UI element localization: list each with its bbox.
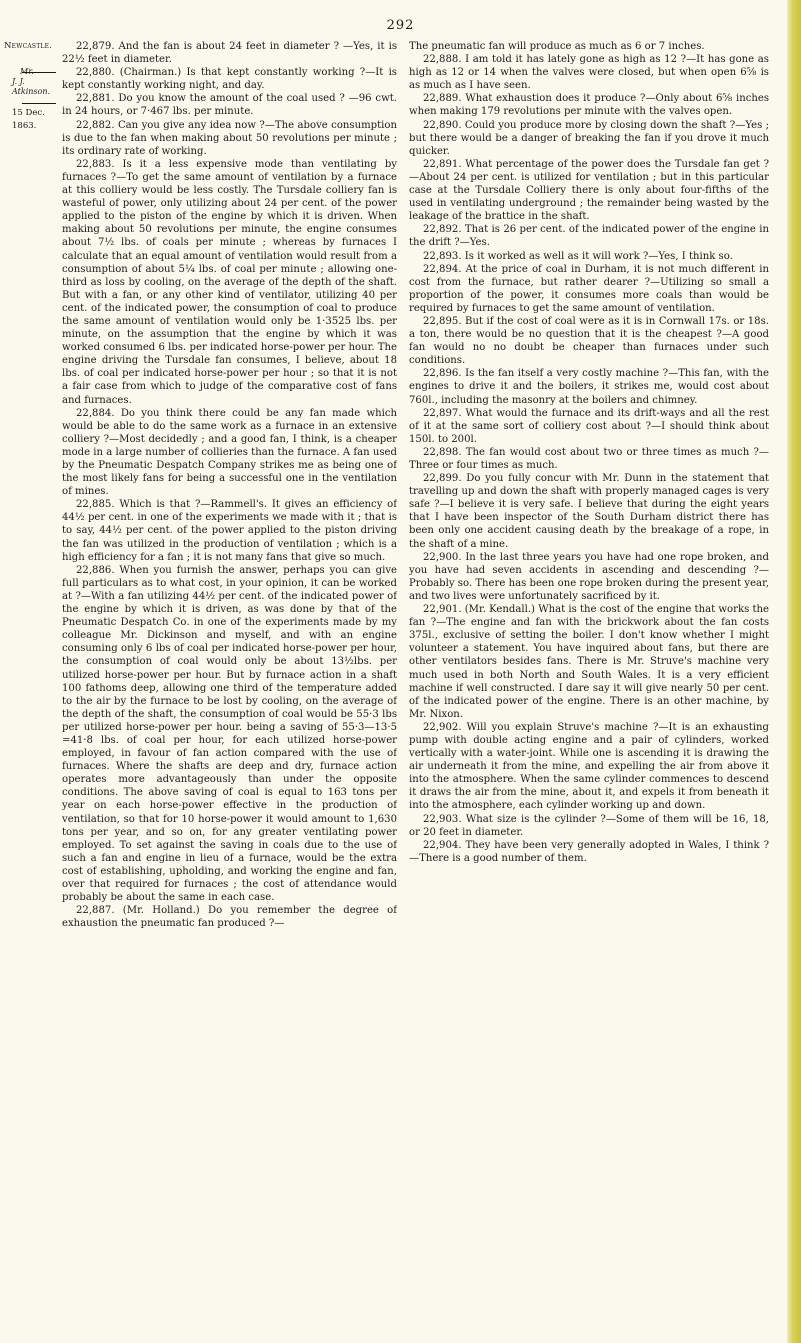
paragraph: 22,882. Can you give any idea now ?—The above consumption is due to the fan when making about 50 revolutions per minute ; its ordinary rate of working. <box>62 119 397 157</box>
paragraph: 22,888. I am told it has lately gone as high as 12 ?—It has gone as high as 12 or 14 when the valves were closed, but when open 6⅝ is as much as I have seen. <box>409 54 769 92</box>
paragraph: 22,887. (Mr. Holland.) Do you remember the degree of exhaustion the pneumatic fan produced ?— <box>62 905 397 930</box>
paragraph: 22,897. What would the furnace and its drift-ways and all the rest of it at the same sort of colliery cost about ?—I should think about 150l. to 200l. <box>409 407 769 445</box>
paragraph: 22,894. At the price of coal in Durham, it is not much different in cost from the furnace, but rather dearer ?—Utilizing so small a proportion of the power, it consumes more coals than would be required by furnaces to get the same amount of ventilation. <box>409 263 769 314</box>
right-column <box>409 40 769 1332</box>
paragraph: 22,885. Which is that ?—Rammell's. It gives an efficiency of 44½ per cent. in one of the experiments we made with it ; that is to say, 44½ per cent. of the power applied to the piston driving the fan was utilized in the production of ventilation ; which is a high efficiency for a fan ; it is not many fans that give so much. <box>62 499 397 563</box>
margin-date: 15 Dec. 1863. <box>12 108 45 131</box>
margin-witness-name: J. J. Atkinson. <box>12 77 51 96</box>
paragraph: The pneumatic fan will produce as much as 6 or 7 inches. <box>409 41 705 52</box>
paragraph: 22,880. (Chairman.) Is that kept constantly working ?—It is kept constantly working night, and day. <box>62 67 397 92</box>
paragraph: 22,879. And the fan is about 24 feet in diameter ? —Yes, it is 22½ feet in diameter. <box>62 41 397 66</box>
paragraph: 22,902. Will you explain Struve's machine ?—It is an exhausting pump with double acting engine and a pair of cylinders, worked vertically with a water-joint. While one is ascending it is drawing the air underneath it from the mine, and expelling the air from above it into the atmosphere. When the same cylinder commences to descend it draws the air from the mine, about it, and expels it from beneath it into the atmosphere, each cylinder working up and down. <box>409 721 769 812</box>
paragraph: 22,898. The fan would cost about two or three times as much ?—Three or four times as much. <box>409 446 769 471</box>
left-column <box>62 40 397 1332</box>
page-edge <box>787 0 801 1343</box>
paragraph: 22,903. What size is the cylinder ?—Some of them will be 16, 18, or 20 feet in diameter. <box>409 813 769 838</box>
margin-rule-bottom <box>22 103 56 104</box>
paragraph: 22,901. (Mr. Kendall.) What is the cost of the engine that works the fan ?—The engine and fan with the brickwork about the fan costs 375l., exclusive of setting the boiler. I don't know whether I might volunteer a statement. You have inquired about fans, but there are other ventilators besides fans. There is Mr. Struve's machine very much used in both North and South Wales. It is a very efficient machine if well constructed. I dare say it will give nearly 50 per cent. of the indicated power of the engine. There is an other machine, by Mr. Nixon. <box>409 604 769 720</box>
paragraph: 22,890. Could you produce more by closing down the shaft ?—Yes ; but there would be a danger of breaking the fan if you drove it much quicker. <box>409 119 769 157</box>
margin-notes <box>4 40 56 133</box>
page-number: 292 <box>386 18 415 33</box>
paragraph: 22,899. Do you fully concur with Mr. Dunn in the statement that travelling up and down the shaft with properly managed cages is very safe ?—I believe it is very safe. I believe that during the eight years that I have been inspector of the South Durham district there has been only one accident causing death by the breakage of a rope, in the shaft of a mine. <box>409 473 769 550</box>
paragraph: 22,881. Do you know the amount of the coal used ? —96 cwt. in 24 hours, or 7·467 lbs. per minute. <box>62 93 397 118</box>
margin-rule-top <box>22 72 56 73</box>
paragraph: 22,904. They have been very generally adopted in Wales, I think ?—There is a good number of them. <box>409 839 769 864</box>
paragraph: 22,886. When you furnish the answer, perhaps you can give full particulars as to what cost, in your opinion, it can be worked at ?—With a fan utilizing 44½ per cent. of the indicated power of the engine by which it is driven, as was done by that of the Pneumatic Despatch Co. in one of the experiments made by my colleague Mr. Dickinson and myself, and with an engine consuming only 6 lbs of coal per indicated horse-power per hour, the consumption of coal would only be about 13½lbs. per utilized horse-power per hour. But by furnace action in a shaft 100 fathoms deep, allowing one third of the temperature added to the air by the furnace to be lost by cooling, on the average of the depth of the shaft, the consumption of coal would be 55·3 lbs per utilized horse-power per hour. being a saving of 55·3—13·5 =41·8 lbs. of coal per hour, for each utilized horse-power employed, in favour of fan action compared with the use of furnaces. Where the shafts are deep and dry, furnace action operates more advantageously than under the opposite conditions. The above saving of coal is equal to 163 tons per year on each horse-power effective in the production of ventilation, so that for 10 horse-power it would amount to 1,630 tons per year, and so on, for any greater ventilating power employed. To set against the saving in coals due to the use of such a fan and engine in lieu of a furnace, would be the extra cost of establishing, upholding, and working the engine and fan, over that required for furnaces ; the cost of attendance would probably be about the same in each case. <box>62 564 397 904</box>
paragraph: 22,895. But if the cost of coal were as it is in Cornwall 17s. or 18s. a ton, there would be no question that it is the cheapest ?—A good fan would no no doubt be cheaper than furnaces under such conditions. <box>409 315 769 367</box>
paragraph: 22,893. Is it worked as well as it will work ?—Yes, I think so. <box>423 250 733 262</box>
paragraph: 22,900. In the last three years you have had one rope broken, and you have had seven accidents in ascending and descending ?—Probably so. There has been one rope broken during the present year, and two lives were unfortunately sacrificed by it. <box>409 551 769 602</box>
margin-witness-title: Mr. <box>20 67 34 76</box>
margin-place: Newcastle. <box>4 41 53 51</box>
paragraph: 22,889. What exhaustion does it produce ?—Only about 6⅝ inches when making 179 revolutions per minute with the valves open. <box>409 93 769 118</box>
paragraph: 22,884. Do you think there could be any fan made which would be able to do the same work as a furnace in an extensive colliery ?—Most decidedly ; and a good fan, I think, is a cheaper mode in a large number of collieries than the furnace. A fan used by the Pneumatic Despatch Company strikes me as being one of the most likely fans for being a successful one in the ventilation of mines. <box>62 407 397 498</box>
paragraph: 22,892. That is 26 per cent. of the indicated power of the engine in the drift ?—Yes. <box>409 224 769 249</box>
paragraph: 22,883. Is it a less expensive mode than ventilating by furnaces ?—To get the same amount of ventilation by a furnace at this colliery would be less costly. The Tursdale colliery fan is wasteful of power, only utilizing about 24 per cent. of the power applied to the piston of the engine by which it is driven. When making about 50 revolutions per minute, the engine consumes about 7½ lbs. of coals per minute ; whereas by furnaces I calculate that an equal amount of ventilation would result from a consumption of about 5¼ lbs. of coal per minute ; allowing one-third as loss by cooling, on the average of the depth of the shaft. But with a fan, or any other kind of ventilator, utilizing 40 per cent. of the indicated power, the consumption of coal to produce the same amount of ventilation would only be 1·3525 lbs. per minute, on the assumption that the engine by which it was worked consumed 6 lbs. per indicated horse-power per hour. The engine driving the Tursdale fan consumes, I believe, about 18 lbs. of coal per indicated horse-power per hour ; so that it is not a fair case from which to judge of the comparative cost of fans and furnaces. <box>62 158 397 406</box>
paragraph: 22,896. Is the fan itself a very costly machine ?—This fan, with the engines to drive it and the boilers, it strikes me, would cost about 760l., including the masonry at the boilers and chimney. <box>409 368 769 406</box>
paragraph: 22,891. What percentage of the power does the Tursdale fan get ?—About 24 per cent. is utilized for ventilation ; but in this particular case at the Tursdale Colliery there is only about four-fifths of the used in ventilating underground ; the remainder being wasted by the leakage of the brattice in the shaft. <box>409 158 769 223</box>
